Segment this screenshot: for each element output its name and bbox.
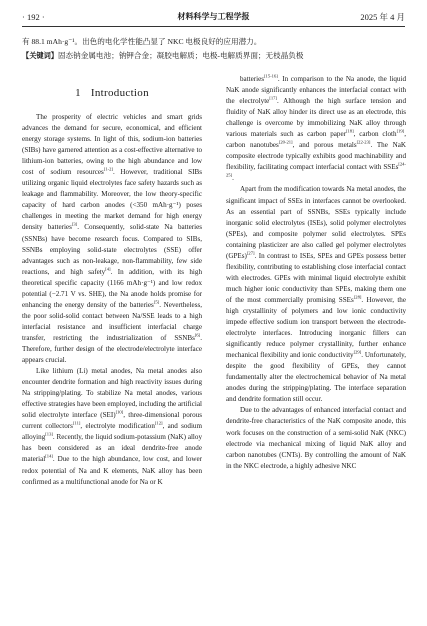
paragraph-text: . Unfortunately, despite the good flexibility of GPEs, they cannot fundamentally alter the electrochemical behavior of Na metal anodes during the stripping/plating. The interface separation and dendrite formation still occur. xyxy=(226,351,406,404)
paragraph-text: . Recently, the liquid sodium-potassium (NaK) alloy has been considered as an ideal dendrite-free anode material xyxy=(22,433,202,464)
keywords-text: 固态钠金属电池；钠钾合金；凝胶电解质；电极-电解质界面；无枝晶负极 xyxy=(57,51,304,60)
body-paragraph xyxy=(226,405,406,471)
section-number: 1 xyxy=(75,87,81,99)
citation-ref: [3] xyxy=(71,222,78,228)
keywords-line xyxy=(22,50,405,62)
body-paragraph xyxy=(22,112,202,366)
body-paragraph xyxy=(226,184,406,405)
citation-ref: [14] xyxy=(45,454,53,460)
left-column xyxy=(22,86,202,626)
citation-ref: [19] xyxy=(396,128,405,134)
paragraph-text: . The NaK composite electrode typically exhibits good machinability and flexibility, facilitating compact interfacial contact with SSEs xyxy=(226,141,406,172)
paragraph-text: , and sodium alloying xyxy=(22,422,202,442)
abstract-tail: 有 88.1 mAh·g⁻¹。出色的电化学性能凸显了 NKC 电极良好的应用潜力。 xyxy=(22,37,262,46)
citation-ref: [15-16] xyxy=(264,74,278,79)
citation-ref: [4] xyxy=(105,266,111,272)
paragraph-text: . Due to the high abundance, low cost, and lower redox potential of Na and K elements, NaK alloy has been confirmed as a multifunctional anode for Na or K xyxy=(22,455,202,486)
citation-ref: [28] xyxy=(353,294,362,300)
issue-date: 2025 年 4 月 xyxy=(360,12,405,22)
section-heading xyxy=(22,86,202,100)
citation-ref: [24-25] xyxy=(226,162,406,179)
citation-ref: [11] xyxy=(72,420,81,426)
paragraph-text: The prosperity of electric vehicles and smart grids advances the demand for secure, economical, and efficient energy storage systems. In light of this, sodium-ion batteries (SIBs) have garnered attention as a cost-effective alternative to lithium-ion batteries, owing to the high abundance and low cost of sodium resources xyxy=(22,113,202,177)
citation-ref: [13] xyxy=(45,432,53,437)
citation-ref: [27] xyxy=(246,250,255,256)
right-column-body xyxy=(226,74,406,472)
page-header xyxy=(22,8,405,27)
paragraph-text: batteries xyxy=(240,75,265,83)
paragraph-text: , carbon nanotubes xyxy=(226,130,406,150)
paragraph-text: . In contrast to ISEs, SPEs and GPEs possess better flexibility, contributing to establishing close interfacial contact with electrodes. GPEs with minimal liquid electrolyte exhibit much higher ionic conductivity than SPEs, making them one of the most commercially promising SSEs xyxy=(226,251,406,304)
citation-ref: [17] xyxy=(269,95,277,101)
paragraph-text: , electrolyte modification xyxy=(80,422,155,431)
citation-ref: [29] xyxy=(353,349,362,355)
body-paragraph xyxy=(22,366,202,488)
paragraph-text: , carbon cloth xyxy=(353,130,397,139)
right-column xyxy=(226,74,406,614)
paragraph-text: Like lithium (Li) metal anodes, Na metal anodes also encounter dendrite formation and high reactivity issues during Na stripping/plating. To stabilize Na metal anodes, various effective strategies have been employed, including the artificial solid electrolyte interface (SEI) xyxy=(22,367,202,420)
paragraph-text: . Therefore, further design of the electrode/electrolyte interface appears crucial. xyxy=(22,333,202,365)
section-title: Introduction xyxy=(90,87,149,99)
paragraph-text: . However, traditional SIBs utilizing organic liquid electrolytes face safety hazards such as leakage and flammability. Moreover, the low theory-specific capacity of hard carbon anodes (<350 mAh·g⁻¹) poses challenges in meeting the market demand for high energy density batteries xyxy=(22,168,202,232)
citation-ref: [22-23] xyxy=(356,139,371,145)
paragraph-text: . In addition, with its high theoretical specific capacity (1166 mAh·g⁻¹) and low redox potential (−2.71 V vs. SHE), the Na anode holds promise for enhancing the energy density of the batteries xyxy=(22,267,202,309)
journal-name: 材料科学与工程学报 xyxy=(177,12,250,21)
citation-ref: [10] xyxy=(115,409,124,415)
paragraph-text: . However, the high crystallinity of polymers and low ionic conductivity impede effective sodium ion transport between the electrode-electrolyte interfaces. Introducing inorganic fillers can significantly reduce polymer crystallinity, further enhance mechanical flexibility and ionic conductivity xyxy=(226,295,406,360)
citation-ref: [1-2] xyxy=(103,166,113,172)
keywords-label: 【关键词】 xyxy=(22,51,58,60)
citation-ref: [5] xyxy=(153,299,160,305)
paragraph-text: Due to the advantages of enhanced interfacial contact and dendrite-free characteristics of the NaK composite anode, this work focuses on the construction of a semi-solid NaK (NKC) electrode via mechanical mixing of liquid NaK alloy and carbon nanotubes (CNTs). By controlling the amount of NaK in the NKC electrode, a highly adhesive NKC xyxy=(226,406,406,470)
left-column-body xyxy=(22,112,202,488)
paragraph-text: , three-dimensional porous current collectors xyxy=(22,411,202,431)
paragraph-text: , and porous metals xyxy=(292,141,357,150)
citation-ref: [18] xyxy=(345,128,354,134)
page-number: · 192 · xyxy=(22,12,45,22)
paragraph-text: . In comparison to the Na anode, the liquid NaK anode significantly enhances the interfacial contact with the electrolyte xyxy=(226,75,406,106)
paragraph-text: Apart from the modification towards Na metal anodes, the significant impact of SSEs in interfaces cannot be overlooked. As an essential part of SSNBs, SSEs typically include inorganic solid electrolytes (ISEs), solid polymer electrolytes (SPEs), and composite polymer solid electrolytes. SPEs containing plasticizer are also called gel polymer electrolytes (GPEs) xyxy=(226,185,406,260)
paragraph-text: . Nevertheless, the poor solid-solid contact between Na/SSE leads to a high interfacial resistance and insufficient interfacial charge transfer, restricting the industrialization of SSNBs xyxy=(22,300,202,342)
paragraph-text: . Although the high surface tension and fluidity of NaK alloy hinder its direct use as an electrode, this challenge is overcome by immobilizing NaK alloy through various materials such as carbon paper xyxy=(226,97,406,139)
citation-ref: [6] xyxy=(194,332,201,338)
citation-ref: [20-21] xyxy=(278,139,293,145)
paragraph-text: . xyxy=(232,174,234,183)
body-paragraph xyxy=(226,74,406,184)
paragraph-text: . Consequently, solid-state Na batteries (SSNBs) have become research focus. Compared to SIBs, SSNBs employing solid-state electrolytes (SSE) offer advantages such as non-leakage, non-flammability, few side reactions, and high safety xyxy=(22,223,202,276)
citation-ref: [12] xyxy=(154,420,163,426)
